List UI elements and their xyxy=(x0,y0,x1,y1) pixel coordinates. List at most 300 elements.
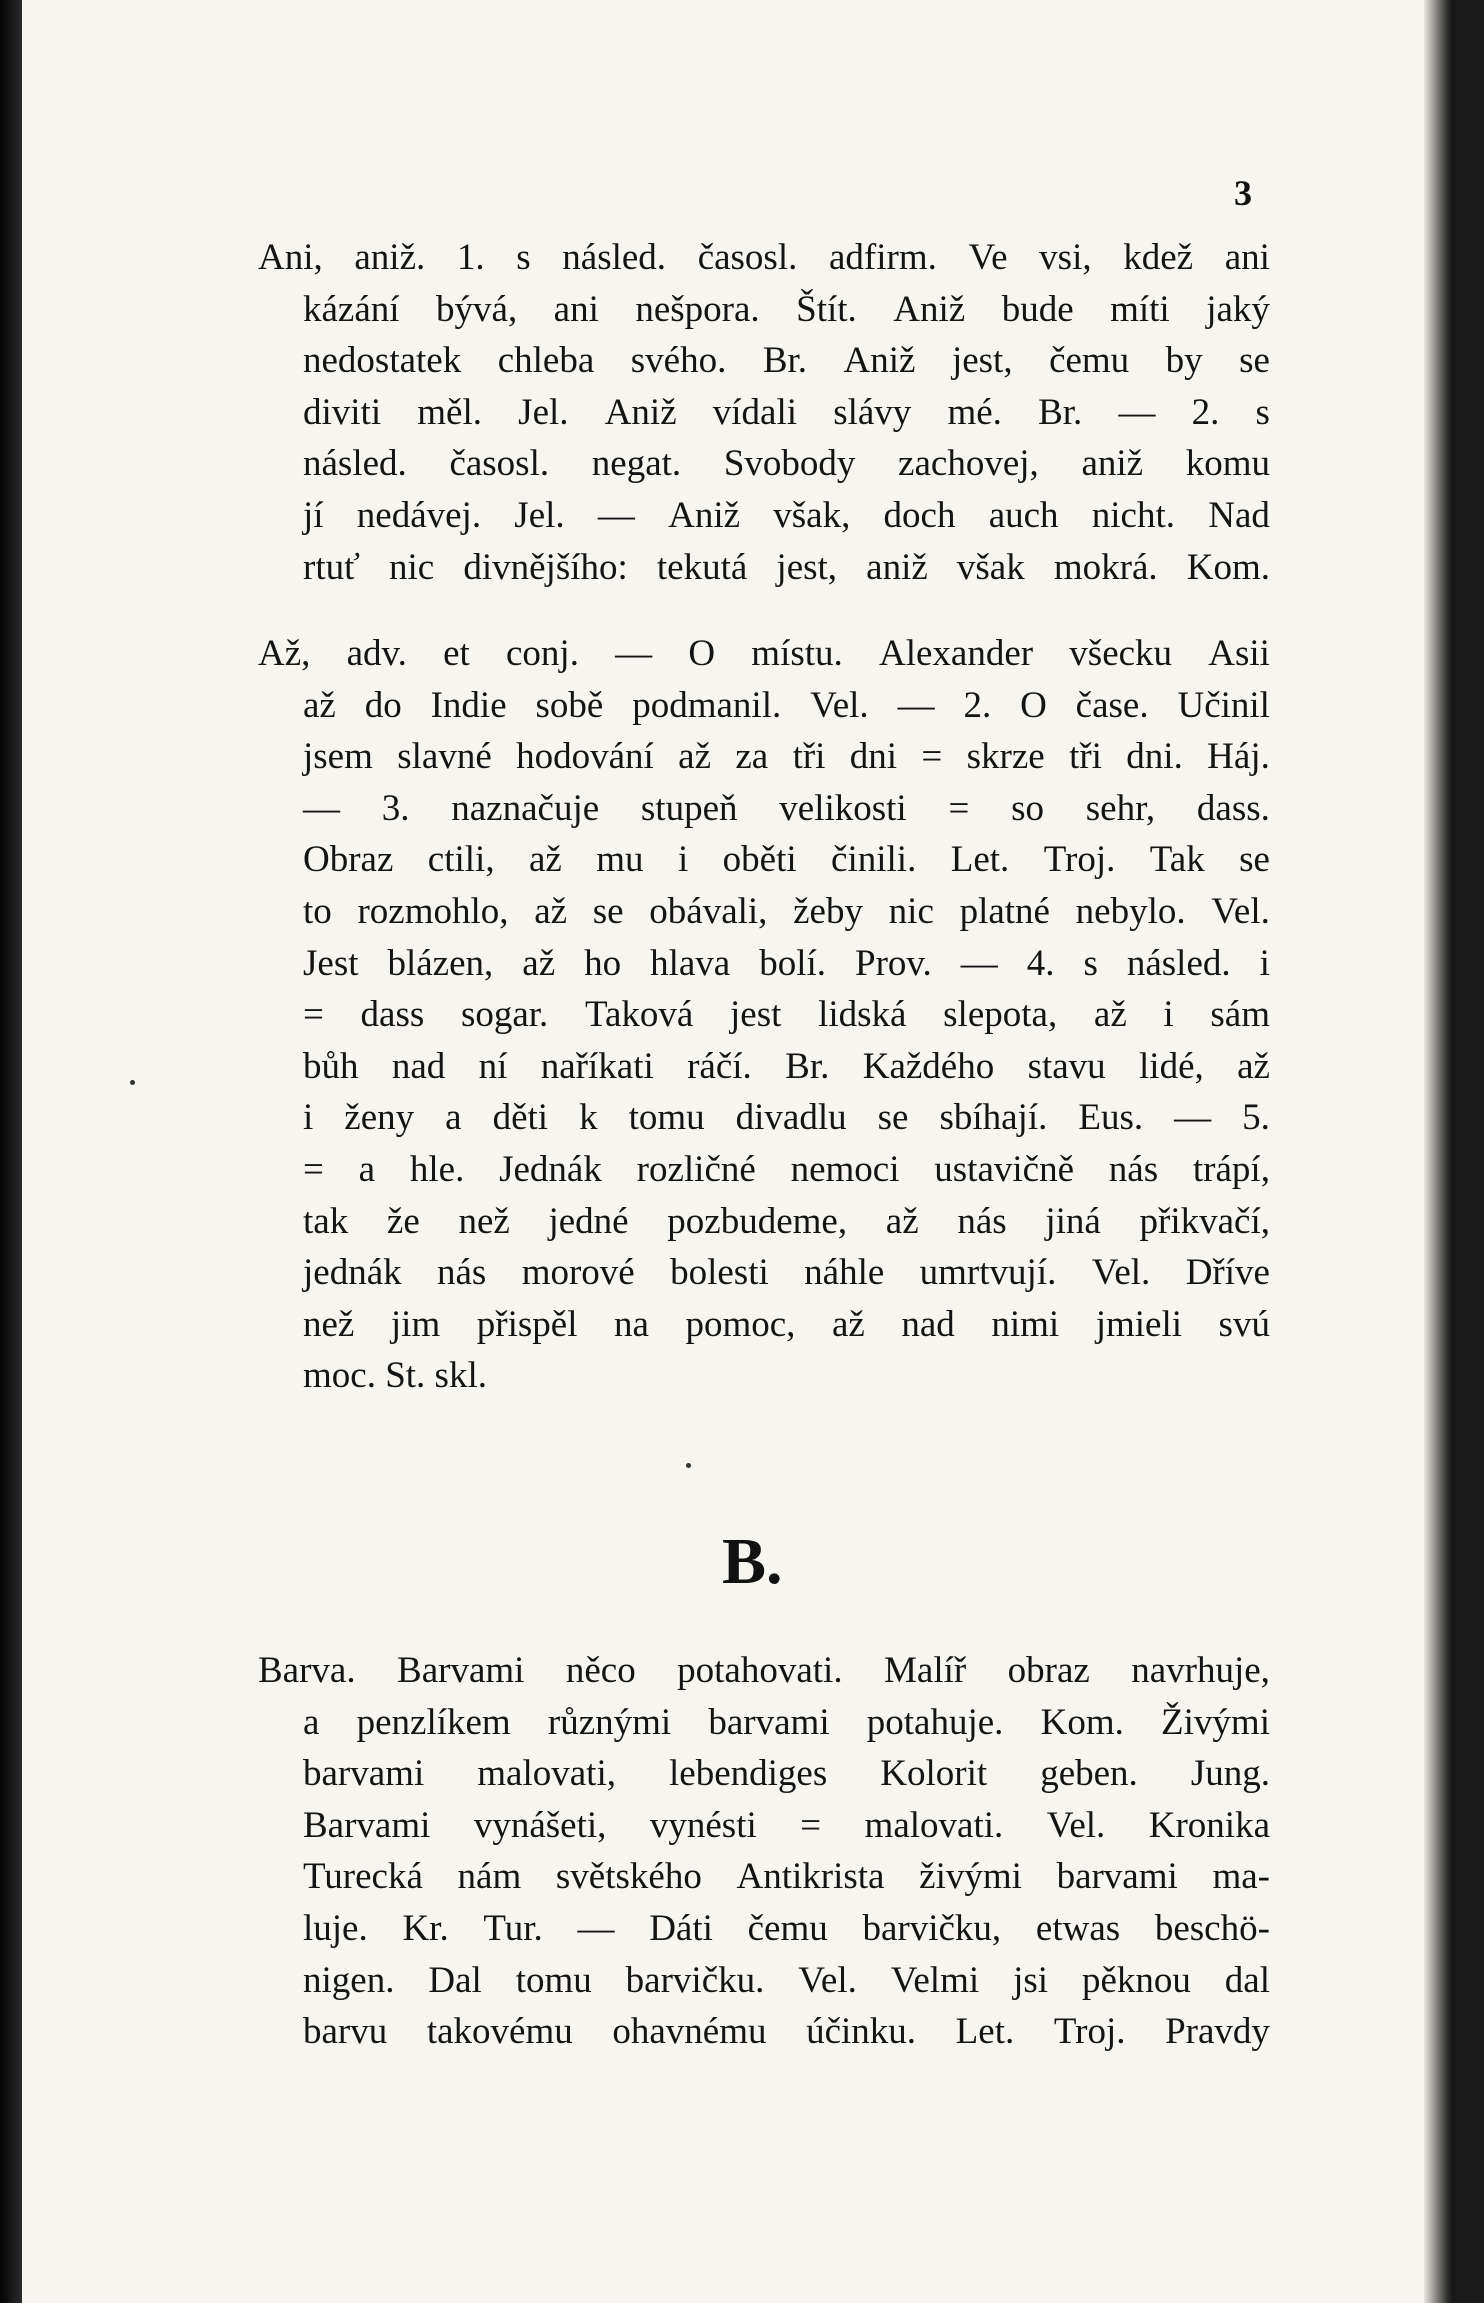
text-line xyxy=(258,628,1270,680)
word: tomu xyxy=(628,1097,705,1139)
page-number: 3 xyxy=(1234,173,1252,213)
text-line xyxy=(258,2006,1270,2058)
word: se xyxy=(592,890,624,932)
text-line xyxy=(258,1748,1270,1800)
word: až xyxy=(522,942,556,984)
word: Obraz xyxy=(303,839,394,881)
word: že xyxy=(386,1200,420,1242)
word: 2. xyxy=(963,684,992,726)
word: stavu xyxy=(1027,1045,1106,1087)
word: 5. xyxy=(1242,1097,1270,1139)
word: činili. xyxy=(831,839,917,881)
word: barvičku, xyxy=(862,1907,1002,1949)
word: divadlu xyxy=(735,1097,847,1139)
word: až xyxy=(885,1200,919,1242)
word: velikosti xyxy=(779,787,907,829)
word: — xyxy=(615,633,653,674)
word: barvičku. xyxy=(625,1959,765,2001)
word: dass xyxy=(360,994,425,1036)
word: nimi xyxy=(991,1303,1060,1345)
section-heading-b: B. xyxy=(722,1525,783,1598)
word: Br. xyxy=(762,340,808,382)
word: tomu xyxy=(515,1959,592,2001)
word: diviti xyxy=(303,391,382,433)
word: nicht. xyxy=(1091,494,1176,536)
word: do xyxy=(364,684,402,726)
word: ohavnému xyxy=(612,2011,767,2053)
word: nad xyxy=(391,1045,446,1087)
word: Malíř xyxy=(884,1650,967,1691)
word: až xyxy=(534,890,568,932)
word: to xyxy=(303,890,332,932)
word: se xyxy=(1239,340,1270,382)
word: Štít. xyxy=(796,288,857,330)
text-line xyxy=(258,1247,1270,1299)
word: nás xyxy=(437,1252,487,1294)
word: ráčí. xyxy=(687,1045,752,1087)
word: slavné xyxy=(397,736,492,778)
word: Aniž xyxy=(893,288,966,330)
word: bývá, xyxy=(436,288,518,330)
word: Kom. xyxy=(1040,1701,1124,1743)
word: = xyxy=(303,994,324,1036)
word: všecku xyxy=(1069,633,1173,674)
word: hle. xyxy=(409,1148,465,1190)
word: kázání xyxy=(303,288,400,330)
word: Dříve xyxy=(1185,1252,1270,1294)
text-line xyxy=(258,387,1270,439)
word: svého. xyxy=(630,340,727,382)
word: Indie xyxy=(430,684,507,726)
book-page xyxy=(22,0,1454,2303)
word: ctili, xyxy=(427,839,495,881)
word: čemu xyxy=(1049,340,1130,382)
word: Vel. xyxy=(1211,890,1270,932)
word: než xyxy=(303,1303,355,1345)
word: dal xyxy=(1224,1959,1270,2001)
word: násled. xyxy=(1126,942,1231,984)
word: se xyxy=(877,1097,909,1139)
word: Až, xyxy=(258,633,311,674)
word: nedávej. xyxy=(356,494,482,536)
word: Vel. xyxy=(798,1959,857,2001)
word: = xyxy=(303,1148,324,1190)
word: 1. xyxy=(456,237,485,278)
word: jmieli xyxy=(1095,1303,1183,1345)
word: = xyxy=(921,736,943,778)
word: malovati, xyxy=(477,1753,616,1795)
word: Ani, xyxy=(258,237,323,278)
word: i xyxy=(677,839,689,881)
word: čemu xyxy=(747,1907,828,1949)
word: náhle xyxy=(804,1252,885,1294)
word: ani xyxy=(553,288,599,330)
word: Tak xyxy=(1149,839,1205,881)
text-line xyxy=(258,335,1270,387)
text-line xyxy=(258,490,1270,542)
word: Troj. xyxy=(1053,2011,1126,2053)
word: míti xyxy=(1110,288,1170,330)
word: auch xyxy=(988,494,1059,536)
word: místu. xyxy=(751,633,843,674)
text-line: moc. St. skl. xyxy=(303,1355,487,1397)
word: Ve xyxy=(968,237,1008,278)
word: Kolorit xyxy=(880,1753,988,1795)
word: conj. xyxy=(506,633,579,674)
entry-barva xyxy=(258,1645,1270,2058)
word: až xyxy=(529,839,562,881)
word: jaký xyxy=(1206,288,1270,330)
word: nám xyxy=(457,1856,522,1898)
word: jedné xyxy=(548,1200,629,1242)
word: jiná xyxy=(1045,1200,1101,1242)
word: Prov. xyxy=(855,942,932,984)
word: Tur. xyxy=(483,1907,543,1949)
word: beschö- xyxy=(1154,1907,1270,1949)
word: Vel. xyxy=(810,684,869,726)
word: pozbudeme, xyxy=(667,1200,848,1242)
word: i xyxy=(1163,994,1174,1036)
word: než xyxy=(458,1200,510,1242)
word: O xyxy=(688,633,716,674)
word: bolí. xyxy=(759,942,827,984)
word: hlava xyxy=(650,942,731,984)
word: Živými xyxy=(1161,1701,1270,1743)
word: k xyxy=(579,1097,598,1139)
word: ani xyxy=(1224,237,1270,278)
word: Barva. xyxy=(258,1650,356,1691)
word: Br. xyxy=(785,1045,830,1087)
word: mé. xyxy=(947,391,1002,433)
word: so xyxy=(1011,787,1044,829)
word: O xyxy=(1020,684,1047,726)
word: Vel. xyxy=(1046,1804,1106,1846)
word: aniž xyxy=(866,546,928,588)
word: nemoci xyxy=(790,1148,900,1190)
word: dni. xyxy=(1126,736,1183,778)
word: jest xyxy=(730,994,782,1036)
word: Kr. xyxy=(402,1907,449,1949)
word: barvu xyxy=(303,2011,388,2053)
word: et xyxy=(443,633,470,674)
word: lidé, xyxy=(1139,1045,1204,1087)
word: ní xyxy=(478,1045,508,1087)
speck xyxy=(130,1080,135,1085)
text-line xyxy=(258,731,1270,783)
word: jim xyxy=(390,1303,441,1345)
word: naznačuje xyxy=(451,787,600,829)
word: Kronika xyxy=(1148,1804,1270,1846)
word: i xyxy=(303,1097,314,1139)
word: Velmi xyxy=(890,1959,980,2001)
word: adfirm. xyxy=(829,237,937,278)
text-line xyxy=(258,1851,1270,1903)
word: Háj. xyxy=(1207,736,1270,778)
word: Pravdy xyxy=(1165,2011,1270,2053)
word: časosl. xyxy=(449,443,550,485)
text-line xyxy=(258,834,1270,886)
word: geben. xyxy=(1040,1753,1138,1795)
word: — xyxy=(897,684,935,726)
word: morové xyxy=(521,1252,635,1294)
word: násled. xyxy=(562,237,667,278)
text-line xyxy=(258,1955,1270,2007)
word: nešpora. xyxy=(635,288,760,330)
word: Alexander xyxy=(879,633,1034,674)
word: až xyxy=(1093,994,1127,1036)
text-line xyxy=(258,232,1270,284)
word: tak xyxy=(303,1200,349,1242)
word: — xyxy=(597,494,635,536)
book-spine-shadow xyxy=(0,0,22,2303)
word: sbíhají. xyxy=(939,1097,1048,1139)
word: Asii xyxy=(1208,633,1270,674)
word: potahovati. xyxy=(677,1650,843,1691)
text-line xyxy=(258,886,1270,938)
word: s xyxy=(516,237,531,278)
word: bude xyxy=(1001,288,1074,330)
word: měl. xyxy=(417,391,483,433)
word: Jel. xyxy=(518,391,569,433)
word: i xyxy=(1259,942,1270,984)
word: ho xyxy=(584,942,622,984)
word: nigen. xyxy=(303,1959,395,2001)
word: přikvačí, xyxy=(1139,1200,1270,1242)
word: něco xyxy=(565,1650,636,1691)
word: takovému xyxy=(426,2011,573,2053)
word: dni xyxy=(849,736,898,778)
word: slávy xyxy=(833,391,912,433)
word: jest, xyxy=(951,340,1013,382)
word: ustavičně xyxy=(934,1148,1074,1190)
word: = xyxy=(948,787,970,829)
word: barvami xyxy=(303,1753,425,1795)
word: rtuť xyxy=(303,546,360,588)
word: tři xyxy=(1069,736,1102,778)
word: — xyxy=(577,1907,615,1949)
word: bolesti xyxy=(670,1252,769,1294)
word: luje. xyxy=(303,1907,368,1949)
word: 2. xyxy=(1191,391,1220,433)
word: Jung. xyxy=(1190,1753,1270,1795)
word: obraz xyxy=(1007,1650,1090,1691)
word: doch xyxy=(883,494,956,536)
word: navrhuje, xyxy=(1131,1650,1270,1691)
word: nic xyxy=(389,546,435,588)
entry-az xyxy=(258,628,1270,1402)
text-line xyxy=(258,680,1270,732)
word: obávali, xyxy=(649,890,768,932)
word: mokrá. xyxy=(1053,546,1158,588)
word: Každého xyxy=(862,1045,995,1087)
speck xyxy=(686,1463,691,1468)
text-line xyxy=(258,1800,1270,1852)
word: — xyxy=(303,787,340,829)
word: barvami xyxy=(708,1701,830,1743)
word: žeby xyxy=(793,890,863,932)
text-line xyxy=(258,1645,1270,1697)
word: Svobody xyxy=(723,443,856,485)
text-line xyxy=(258,1041,1270,1093)
word: Let. xyxy=(955,2011,1015,2053)
word: Jednák xyxy=(499,1148,602,1190)
word: sobě xyxy=(535,684,604,726)
text-line xyxy=(258,1903,1270,1955)
word: ženy xyxy=(344,1097,415,1139)
word: sám xyxy=(1210,994,1270,1036)
entry-ani xyxy=(258,232,1270,593)
word: rozličné xyxy=(636,1148,756,1190)
word: Aniž xyxy=(668,494,741,536)
word: jí xyxy=(303,494,324,536)
word: Vel. xyxy=(1091,1252,1151,1294)
word: barvami xyxy=(1056,1856,1178,1898)
text-line xyxy=(258,1092,1270,1144)
word: kdež xyxy=(1123,237,1194,278)
word: Turecká xyxy=(303,1856,423,1898)
word: zachovej, xyxy=(898,443,1039,485)
word: lebendiges xyxy=(669,1753,828,1795)
word: — xyxy=(960,942,998,984)
word: a xyxy=(445,1097,462,1139)
word: Br. xyxy=(1038,391,1083,433)
word: na xyxy=(614,1303,649,1345)
word: penzlíkem xyxy=(356,1701,511,1743)
word: tekutá xyxy=(656,546,748,588)
word: sogar. xyxy=(460,994,549,1036)
text-line xyxy=(258,1697,1270,1749)
text-line xyxy=(258,783,1270,835)
word: ma- xyxy=(1212,1856,1270,1898)
text-line xyxy=(258,1144,1270,1196)
word: vídali xyxy=(712,391,798,433)
word: Dáti xyxy=(649,1907,713,1949)
word: naříkati xyxy=(540,1045,654,1087)
word: 4. xyxy=(1026,942,1055,984)
word: stupeň xyxy=(640,787,738,829)
word: a xyxy=(358,1148,376,1190)
word: vsi, xyxy=(1039,237,1092,278)
word: jsi xyxy=(1013,1959,1049,2001)
word: jednák xyxy=(303,1252,402,1294)
word: adv. xyxy=(346,633,407,674)
word: až xyxy=(303,684,336,726)
word: skrze xyxy=(966,736,1045,778)
word: jsem xyxy=(303,736,373,778)
word: umrtvují. xyxy=(919,1252,1057,1294)
word: Učinil xyxy=(1177,684,1270,726)
word: chleba xyxy=(497,340,595,382)
word: oběti xyxy=(722,839,797,881)
word: Troj. xyxy=(1043,839,1116,881)
word: však, xyxy=(773,494,851,536)
word: — xyxy=(1118,391,1156,433)
word: za xyxy=(735,736,769,778)
text-line xyxy=(258,1196,1270,1248)
word: časosl. xyxy=(697,237,798,278)
word: přispěl xyxy=(476,1303,578,1345)
word: až xyxy=(1237,1045,1270,1087)
word: až xyxy=(831,1303,865,1345)
text-line xyxy=(258,438,1270,490)
word: malovati. xyxy=(864,1804,1004,1846)
word: slepota, xyxy=(943,994,1058,1036)
word: platné xyxy=(959,890,1050,932)
word: nebylo. xyxy=(1075,890,1186,932)
word: Taková xyxy=(584,994,694,1036)
word: pěknou xyxy=(1081,1959,1191,2001)
word: — xyxy=(1174,1097,1212,1139)
word: sehr, xyxy=(1085,787,1156,829)
word: násled. xyxy=(303,443,407,485)
word: komu xyxy=(1185,443,1270,485)
word: Aniž xyxy=(604,391,677,433)
word: divnějšího: xyxy=(463,546,628,588)
word: nás xyxy=(1108,1148,1159,1190)
word: Aniž xyxy=(843,340,916,382)
word: až xyxy=(678,736,712,778)
word: dass. xyxy=(1196,787,1270,829)
word: se xyxy=(1239,839,1270,881)
word: mu xyxy=(596,839,644,881)
word: pomoc, xyxy=(685,1303,796,1345)
word: různými xyxy=(547,1701,672,1743)
word: Dal xyxy=(428,1959,482,2001)
word: světského xyxy=(555,1856,702,1898)
word: aniž. xyxy=(354,237,426,278)
word: nic xyxy=(888,890,934,932)
word: Barvami xyxy=(303,1804,431,1846)
word: blázen, xyxy=(387,942,494,984)
word: lidská xyxy=(818,994,907,1036)
word: etwas xyxy=(1035,1907,1121,1949)
word: = xyxy=(800,1804,822,1846)
word: 3. xyxy=(381,787,410,829)
word: trápí, xyxy=(1192,1148,1270,1190)
word: děti xyxy=(492,1097,549,1139)
word: vynésti xyxy=(649,1804,757,1846)
text-line xyxy=(258,542,1270,594)
word: Antikrista xyxy=(736,1856,885,1898)
word: potahuje. xyxy=(866,1701,1004,1743)
word: a xyxy=(303,1701,320,1743)
word: účinku. xyxy=(806,2011,917,2053)
word: s xyxy=(1083,942,1098,984)
word: vynášeti, xyxy=(473,1804,607,1846)
word: Barvami xyxy=(397,1650,525,1691)
word: Nad xyxy=(1208,494,1270,536)
word: Let. xyxy=(950,839,1010,881)
word: svú xyxy=(1218,1303,1270,1345)
word: s xyxy=(1255,391,1270,433)
page-edge-shadow xyxy=(1424,0,1454,2303)
word: Jest xyxy=(303,942,359,984)
word: aniž xyxy=(1081,443,1144,485)
word: Eus. xyxy=(1078,1097,1144,1139)
word: nás xyxy=(957,1200,1007,1242)
text-line xyxy=(258,938,1270,990)
word: Kom. xyxy=(1186,546,1270,588)
word: nedostatek xyxy=(303,340,462,382)
word: jest, xyxy=(776,546,838,588)
word: hodování xyxy=(516,736,654,778)
word: tři xyxy=(792,736,826,778)
word: negat. xyxy=(591,443,682,485)
word: čase. xyxy=(1075,684,1149,726)
word: Jel. xyxy=(514,494,565,536)
word: by xyxy=(1165,340,1203,382)
word: živými xyxy=(919,1856,1022,1898)
